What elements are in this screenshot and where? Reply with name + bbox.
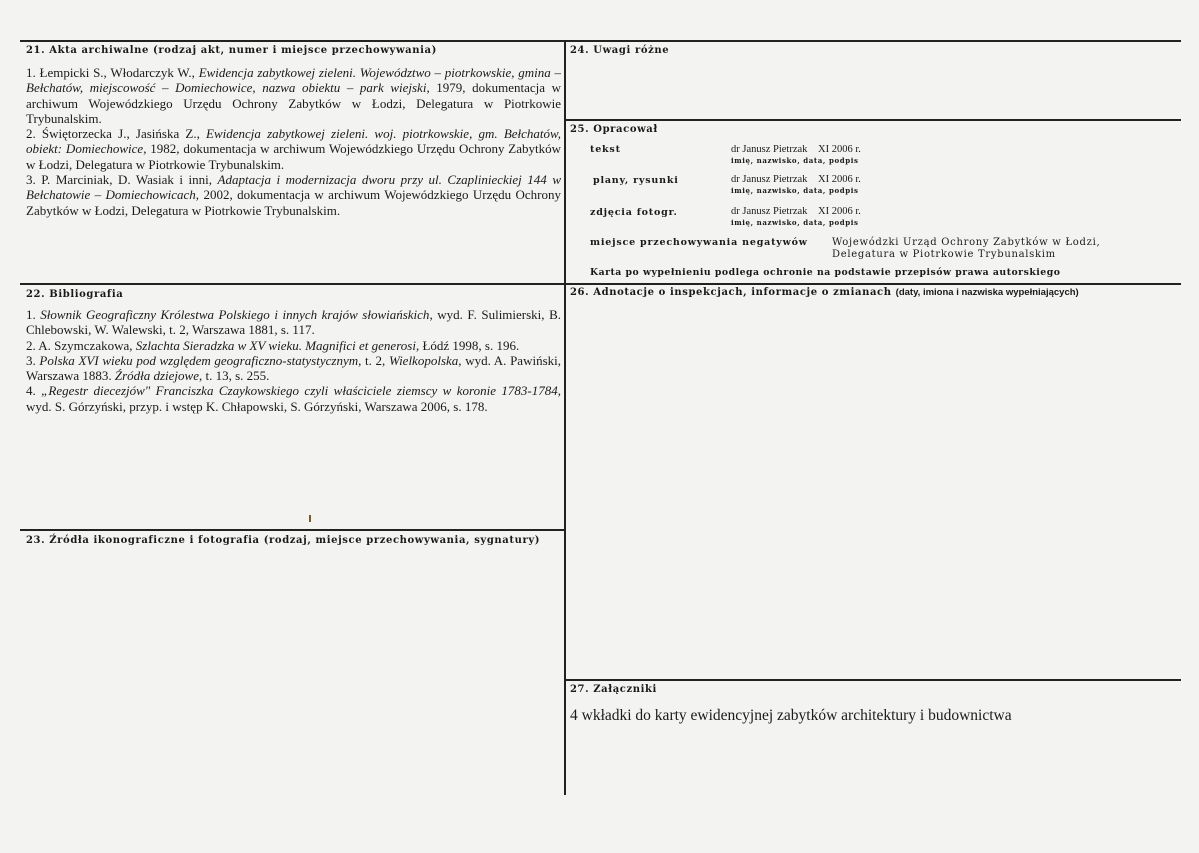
section-26-title [570,287,1079,298]
rule-26-27 [565,679,1181,681]
entry-title: Źródła dziejowe [114,368,199,384]
author-name: dr Janusz Pietrzak [731,144,808,155]
top-rule [20,40,1181,42]
entry-text: , t. 13, s. 255. [199,368,270,384]
entry-text: 2. Świętorzecka J., Jasińska Z., [26,126,207,142]
entry-text: , t. 2, [358,352,389,368]
section-21-title: 21. Akta archiwalne (rodzaj akt, numer i miejsce przechowywania) [26,45,437,56]
entry-text: , 1979, dokumentacja w archiwum Wojewódzkiego Urzędu Ochrony Zabytków w Łodzi, Delegatura w Piotrkowie Trybunalskim. [26,80,561,126]
entry-title: Ewidencja zabytkowej zieleni. woj. piotrkowskie, gm. Bełchatów, obiekt: Domiechowice [26,126,561,157]
archival-entry [26,172,561,218]
entry-text: 4. [26,383,42,399]
bibliography-entry [26,353,561,384]
entry-text: 1. [26,307,41,322]
archival-entry [26,65,561,126]
ink-mark [309,515,311,522]
entry-text: , wyd. F. Sulimierski, B. Chlebowski, W. Walewski, t. 2, Warszawa 1881, s. 117. [26,307,561,338]
bibliography-entry [26,307,561,338]
entry-text: 3. [26,352,40,368]
negatives-label: miejsce przechowywania negatywów [590,237,808,248]
author-date: XI 2006 r. [818,174,861,185]
row-label-plans: plany, rysunki [593,175,679,186]
row-label-text: tekst [590,144,621,155]
entry-title: Ewidencja zabytkowej zieleni. Województwo – piotrkowskie, gmina – Bełchatów, miejscowość – Domiechowice, nazwa obiektu – park wiejski [26,65,561,96]
entry-text: , wyd. S. Górzyński, przyp. i wstęp K. Chłapowski, S. Górzyński, Warszawa 2006, s. 178. [26,383,561,414]
negatives-line-2: Delegatura w Piotrkowie Trybunalskim [832,249,1056,260]
entry-text: 3. P. Marciniak, D. Wasiak i inni, [26,172,218,188]
entry-text: , 1982, dokumentacja w archiwum Wojewódzkiego Urzędu Ochrony Zabytków w Łodzi, Delegatura w Piotrkowie Trybunalskim. [26,141,562,172]
row-label-photos: zdjęcia fotogr. [590,207,678,218]
section-22-title: 22. Bibliografia [26,289,124,300]
section-22-body [26,307,561,414]
bibliography-entry [26,338,561,353]
section-26-title-main: 26. Adnotacje o inspekcjach, informacje o zmianach [570,287,896,298]
rule-21-22 [20,283,565,285]
signature-caption: imię, nazwisko, data, podpis [731,156,859,165]
signature-caption: imię, nazwisko, data, podpis [731,218,859,227]
entry-title: Polska XVI wieku pod względem geograficzno-statystycznym [39,352,359,368]
negatives-location [832,237,1100,261]
entry-text: 1. Łempicki S., Włodarczyk W., [26,65,199,80]
attachments-content: 4 wkładki do karty ewidencyjnej zabytków architektury i budownictwa [570,707,1012,724]
section-26-title-note: (daty, imiona i nazwiska wypełniających) [895,287,1079,298]
entry-title: „Regestr diecezjów" Franciszka Czaykowskiego czyli właściciele ziemscy w koronie 1783-1784 [41,383,558,399]
entry-text: , Łódź 1998, s. 196. [415,337,520,353]
column-divider [564,40,566,795]
rule-22-23 [20,529,565,531]
rule-24-25 [565,119,1181,121]
bibliography-entry [26,383,561,414]
author-date: XI 2006 r. [818,144,861,155]
section-24-title: 24. Uwagi różne [570,45,670,56]
entry-text: , wyd. A. Pawiński, Warszawa 1883. [26,352,561,384]
author-name: dr Janusz Pietrzak [731,174,808,185]
rule-25-26 [565,283,1181,285]
entry-text: 2. A. Szymczakowa, [26,337,136,353]
entry-title: Szlachta Sieradzka w XV wieku. Magnifici et generosi [135,337,416,353]
entry-text: , 2002, dokumentacja w archiwum Wojewódzkiego Urzędu Ochrony Zabytków w Łodzi, Delegatura w Piotrkowie Trybunalskim. [26,187,561,218]
section-21-body [26,65,561,218]
author-name: dr Janusz Pietrzak [731,206,808,217]
archival-entry [26,126,561,172]
entry-title: Adaptacja i modernizacja dworu przy ul. Czaplinieckiej 144 w Bełchatowie – Domiechowicach [26,172,561,203]
section-25-title: 25. Opracował [570,124,658,135]
author-date: XI 2006 r. [818,206,861,217]
signature-caption: imię, nazwisko, data, podpis [731,186,859,195]
negatives-line-1: Wojewódzki Urząd Ochrony Zabytków w Łodzi, [832,237,1101,248]
entry-title: Słownik Geograficzny Królestwa Polskiego i innych krajów słowiańskich [40,307,430,322]
section-27-title: 27. Załączniki [570,684,657,695]
entry-title: Wielkopolska [388,352,459,368]
section-23-title: 23. Źródła ikonograficzne i fotografia (rodzaj, miejsce przechowywania, sygnatury) [26,535,541,546]
copyright-notice: Karta po wypełnieniu podlega ochronie na podstawie przepisów prawa autorskiego [590,267,1061,278]
